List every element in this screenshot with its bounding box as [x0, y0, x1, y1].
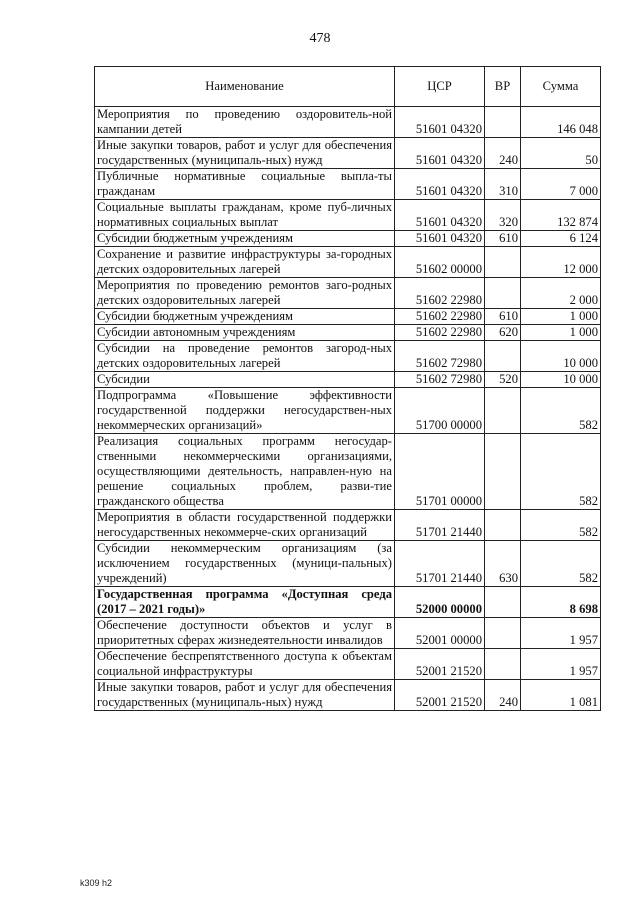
cell-vr: 610 — [485, 231, 521, 247]
cell-vr — [485, 434, 521, 510]
cell-name: Государственная программа «Доступная среда (2017 – 2021 годы)» — [95, 587, 395, 618]
cell-name: Мероприятия по проведению оздоровитель-ной кампании детей — [95, 107, 395, 138]
cell-sum: 1 000 — [521, 325, 601, 341]
cell-sum: 6 124 — [521, 231, 601, 247]
cell-vr — [485, 510, 521, 541]
cell-vr: 630 — [485, 541, 521, 587]
cell-sum: 1 957 — [521, 618, 601, 649]
cell-vr: 610 — [485, 309, 521, 325]
cell-csr: 52001 21520 — [395, 680, 485, 711]
cell-csr: 52001 21520 — [395, 649, 485, 680]
cell-name: Субсидии бюджетным учреждениям — [95, 231, 395, 247]
cell-sum: 10 000 — [521, 372, 601, 388]
table-row — [95, 341, 601, 372]
cell-vr — [485, 388, 521, 434]
cell-sum: 582 — [521, 510, 601, 541]
cell-csr: 51602 22980 — [395, 309, 485, 325]
header-vr: ВР — [485, 67, 521, 107]
table-row — [95, 541, 601, 587]
cell-name: Субсидии некоммерческим организациям (за исключением государственных (муници-пальных) учреждений) — [95, 541, 395, 587]
table-row — [95, 309, 601, 325]
cell-csr: 52001 00000 — [395, 618, 485, 649]
table-row — [95, 138, 601, 169]
cell-sum: 582 — [521, 434, 601, 510]
table-row — [95, 680, 601, 711]
table-row — [95, 200, 601, 231]
cell-vr: 240 — [485, 138, 521, 169]
cell-sum: 8 698 — [521, 587, 601, 618]
table-body — [95, 107, 601, 711]
cell-sum: 1 000 — [521, 309, 601, 325]
cell-csr: 51602 72980 — [395, 341, 485, 372]
table-row — [95, 325, 601, 341]
cell-sum: 1 081 — [521, 680, 601, 711]
cell-name: Социальные выплаты гражданам, кроме пуб-личных нормативных социальных выплат — [95, 200, 395, 231]
cell-sum: 582 — [521, 388, 601, 434]
cell-csr: 51601 04320 — [395, 200, 485, 231]
header-name: Наименование — [95, 67, 395, 107]
cell-sum: 582 — [521, 541, 601, 587]
cell-sum: 50 — [521, 138, 601, 169]
cell-sum: 1 957 — [521, 649, 601, 680]
cell-csr: 51602 00000 — [395, 247, 485, 278]
table-row — [95, 434, 601, 510]
cell-vr: 520 — [485, 372, 521, 388]
page-number: 478 — [309, 31, 331, 46]
cell-name: Иные закупки товаров, работ и услуг для обеспечения государственных (муниципаль-ных) нужд — [95, 138, 395, 169]
cell-sum: 146 048 — [521, 107, 601, 138]
cell-csr: 51602 72980 — [395, 372, 485, 388]
cell-csr: 51602 22980 — [395, 278, 485, 309]
cell-name: Реализация социальных программ негосудар-ственными некоммерческими организациями, осуществляющими деятельность, направлен-ную на решение социальных проблем, разви-тие гражданского общества — [95, 434, 395, 510]
table-row — [95, 247, 601, 278]
cell-sum: 10 000 — [521, 341, 601, 372]
cell-csr: 51601 04320 — [395, 231, 485, 247]
footer-code: k309 h2 — [80, 878, 113, 888]
table-row — [95, 278, 601, 309]
cell-vr — [485, 587, 521, 618]
cell-vr: 240 — [485, 680, 521, 711]
cell-csr: 52000 00000 — [395, 587, 485, 618]
cell-csr: 51601 04320 — [395, 138, 485, 169]
cell-name: Субсидии — [95, 372, 395, 388]
table-row — [95, 107, 601, 138]
cell-name: Публичные нормативные социальные выпла-ты гражданам — [95, 169, 395, 200]
table-row — [95, 169, 601, 200]
cell-sum: 12 000 — [521, 247, 601, 278]
cell-name: Субсидии автономным учреждениям — [95, 325, 395, 341]
table-row — [95, 510, 601, 541]
budget-table — [94, 66, 601, 711]
cell-sum: 7 000 — [521, 169, 601, 200]
cell-csr: 51701 21440 — [395, 541, 485, 587]
header-csr: ЦСР — [395, 67, 485, 107]
cell-name: Сохранение и развитие инфраструктуры за-городных детских оздоровительных лагерей — [95, 247, 395, 278]
header-sum: Сумма — [521, 67, 601, 107]
cell-vr — [485, 618, 521, 649]
cell-vr — [485, 649, 521, 680]
cell-vr: 310 — [485, 169, 521, 200]
cell-vr: 620 — [485, 325, 521, 341]
table-row — [95, 587, 601, 618]
cell-name: Субсидии на проведение ремонтов загород-ных детских оздоровительных лагерей — [95, 341, 395, 372]
cell-csr: 51701 00000 — [395, 434, 485, 510]
cell-name: Обеспечение доступности объектов и услуг в приоритетных сферах жизнедеятельности инвалидов — [95, 618, 395, 649]
cell-name: Мероприятия по проведению ремонтов заго-родных детских оздоровительных лагерей — [95, 278, 395, 309]
table-row — [95, 388, 601, 434]
table-row — [95, 618, 601, 649]
cell-sum: 132 874 — [521, 200, 601, 231]
cell-vr: 320 — [485, 200, 521, 231]
cell-csr: 51602 22980 — [395, 325, 485, 341]
table-header-row — [95, 67, 601, 107]
cell-csr: 51701 21440 — [395, 510, 485, 541]
table-row — [95, 231, 601, 247]
cell-csr: 51601 04320 — [395, 169, 485, 200]
cell-sum: 2 000 — [521, 278, 601, 309]
cell-name: Мероприятия в области государственной поддержки негосударственных некоммерче-ских организаций — [95, 510, 395, 541]
table-row — [95, 372, 601, 388]
cell-name: Обеспечение беспрепятственного доступа к объектам социальной инфраструктуры — [95, 649, 395, 680]
cell-csr: 51601 04320 — [395, 107, 485, 138]
cell-vr — [485, 247, 521, 278]
cell-name: Иные закупки товаров, работ и услуг для обеспечения государственных (муниципаль-ных) нужд — [95, 680, 395, 711]
cell-vr — [485, 278, 521, 309]
cell-name: Субсидии бюджетным учреждениям — [95, 309, 395, 325]
cell-name: Подпрограмма «Повышение эффективности государственной поддержки негосударствен-ных некоммерческих организаций» — [95, 388, 395, 434]
cell-vr — [485, 341, 521, 372]
cell-vr — [485, 107, 521, 138]
table-row — [95, 649, 601, 680]
cell-csr: 51700 00000 — [395, 388, 485, 434]
